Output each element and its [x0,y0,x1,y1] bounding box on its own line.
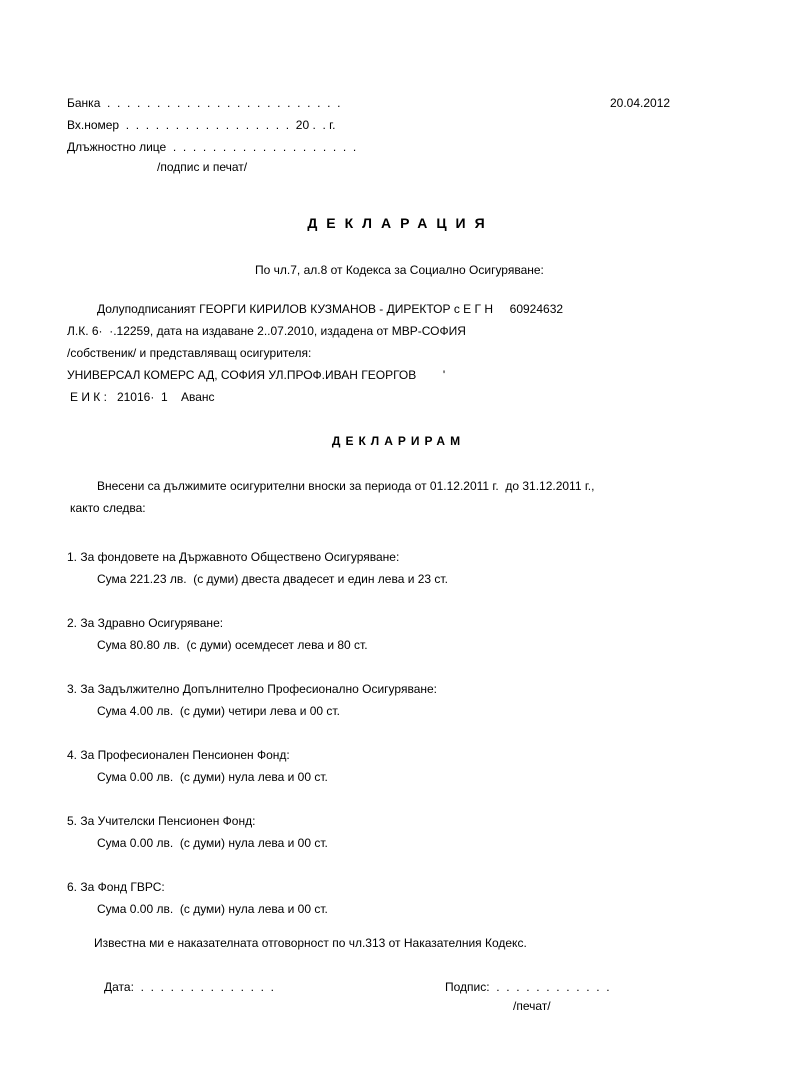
declarant-line-2: Л.К. 6· ·.12259, дата на издаване 2..07.2010, издадена от МВР-СОФИЯ [67,324,466,338]
document-date: 20.04.2012 [610,96,671,110]
declarant-line-5: Е И К : 21016· 1 Аванс [70,390,215,404]
item-heading-3: 3. За Задължително Допълнително Професионално Осигуряване: [67,682,438,696]
declarant-line-4: УНИВЕРСАЛ КОМЕРС АД, СОФИЯ УЛ.ПРОФ.ИВАН ГЕОРГОВ ' [67,368,446,382]
item-amount-2: Сума 80.80 лв. (с думи) осемдесет лева и 80 ст. [97,638,368,652]
document-title: ДЕКЛАРАЦИЯ [307,215,494,231]
footer-date-line: Дата: . . . . . . . . . . . . . . [104,980,274,994]
footer-signature-line: Подпис: . . . . . . . . . . . . [445,980,610,994]
bank-line: Банка . . . . . . . . . . . . . . . . . . . . . . . . [67,96,341,110]
intro-line-2: както следва: [70,501,146,515]
sign-stamp-label: /подпис и печат/ [157,160,248,174]
item-amount-6: Сума 0.00 лв. (с думи) нула лева и 00 ст. [97,902,328,916]
declarant-line-3: /собственик/ и представляващ осигурителя: [67,346,312,360]
item-amount-4: Сума 0.00 лв. (с думи) нула лева и 00 ст. [97,770,328,784]
item-heading-5: 5. За Учителски Пенсионен Фонд: [67,814,256,828]
official-line: Длъжностно лице . . . . . . . . . . . . . . . . . . . [67,140,357,154]
item-heading-2: 2. За Здравно Осигуряване: [67,616,224,630]
item-amount-1: Сума 221.23 лв. (с думи) двеста двадесет и един лева и 23 ст. [97,572,448,586]
item-amount-3: Сума 4.00 лв. (с думи) четири лева и 00 ст. [97,704,340,718]
intro-line-1: Внесени са дължимите осигурителни вноски за периода от 01.12.2011 г. до 31.12.2011 г., [97,479,595,493]
item-heading-4: 4. За Професионален Пенсионен Фонд: [67,748,290,762]
liability-statement: Известна ми е наказателната отговорност по чл.313 от Наказателния Кодекс. [94,936,527,950]
legal-basis: По чл.7, ал.8 от Кодекса за Социално Осигуряване: [255,263,544,277]
item-amount-5: Сума 0.00 лв. (с думи) нула лева и 00 ст. [97,836,328,850]
item-heading-1: 1. За фондовете на Държавното Обществено Осигуряване: [67,550,400,564]
declarant-line-1: Долуподписаният ГЕОРГИ КИРИЛОВ КУЗМАНОВ - ДИРЕКТОР с Е Г Н 60924632 [97,302,564,316]
footer-stamp-label: /печат/ [513,999,551,1013]
declare-heading: ДЕКЛАРИРАМ [331,434,466,448]
incoming-number-line: Вх.номер . . . . . . . . . . . . . . . . . 20 . . г. [67,118,336,132]
item-heading-6: 6. За Фонд ГВРС: [67,880,165,894]
